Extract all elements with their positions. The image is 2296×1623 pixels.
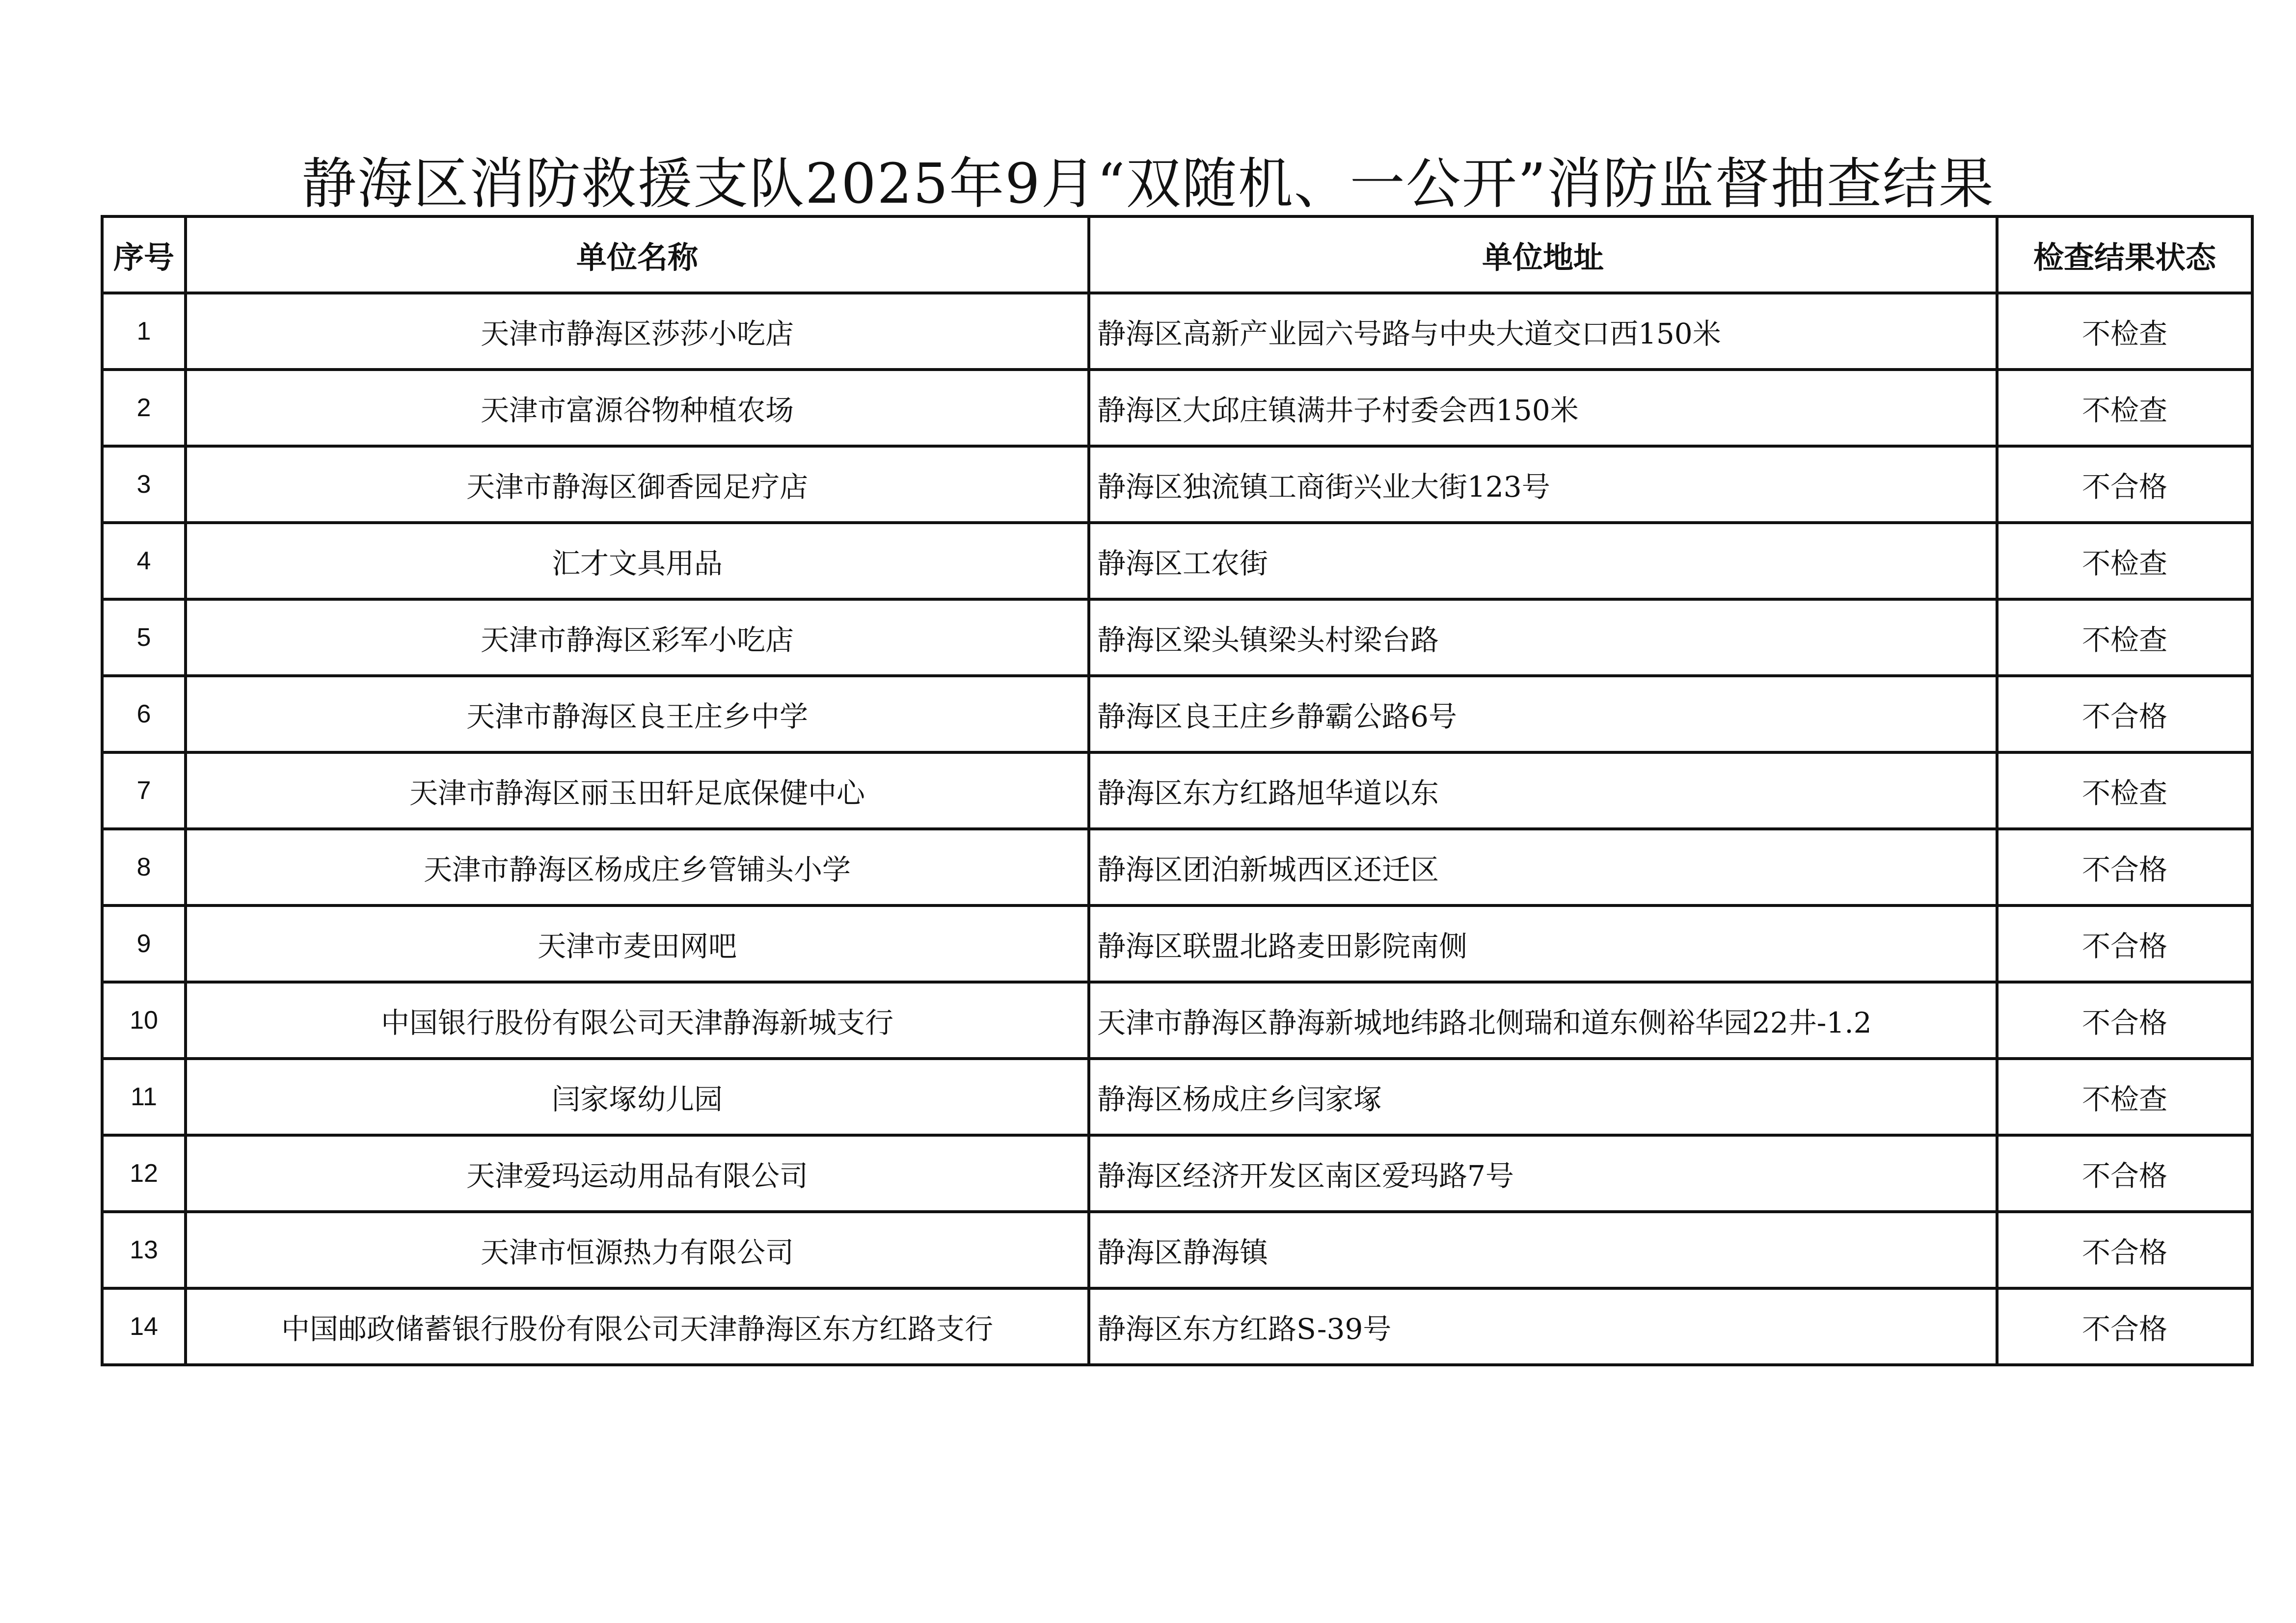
unit-address-cell: 静海区梁头镇梁头村梁台路 <box>1089 599 1997 676</box>
result-status-cell: 不检查 <box>1997 752 2252 829</box>
row-index-cell: 9 <box>102 905 186 982</box>
table-row <box>102 1288 2252 1365</box>
header-unit-address: 单位地址 <box>1089 216 1997 293</box>
result-status-cell: 不合格 <box>1997 1288 2252 1365</box>
row-index-cell: 5 <box>102 599 186 676</box>
results-table <box>101 215 2254 1366</box>
table-row <box>102 905 2252 982</box>
row-index-cell: 13 <box>102 1212 186 1288</box>
unit-name-cell: 天津市静海区彩军小吃店 <box>186 599 1089 676</box>
unit-name-cell: 中国邮政储蓄银行股份有限公司天津静海区东方红路支行 <box>186 1288 1089 1365</box>
table-row <box>102 829 2252 905</box>
unit-address-cell: 静海区东方红路S-39号 <box>1089 1288 1997 1365</box>
result-status-cell: 不合格 <box>1997 1212 2252 1288</box>
result-status-cell: 不合格 <box>1997 1135 2252 1212</box>
unit-address-cell: 天津市静海区静海新城地纬路北侧瑞和道东侧裕华园22井-1.2 <box>1089 982 1997 1059</box>
unit-address-cell: 静海区工农街 <box>1089 523 1997 599</box>
table-row <box>102 1212 2252 1288</box>
table-body <box>102 293 2252 1365</box>
row-index-cell: 6 <box>102 676 186 752</box>
table-row <box>102 293 2252 370</box>
unit-name-cell: 天津市静海区良王庄乡中学 <box>186 676 1089 752</box>
result-status-cell: 不合格 <box>1997 982 2252 1059</box>
row-index-cell: 3 <box>102 446 186 523</box>
table-row <box>102 1135 2252 1212</box>
row-index-cell: 1 <box>102 293 186 370</box>
unit-name-cell: 天津市静海区御香园足疗店 <box>186 446 1089 523</box>
unit-address-cell: 静海区独流镇工商街兴业大街123号 <box>1089 446 1997 523</box>
result-status-cell: 不合格 <box>1997 676 2252 752</box>
result-status-cell: 不检查 <box>1997 370 2252 446</box>
unit-name-cell: 天津爱玛运动用品有限公司 <box>186 1135 1089 1212</box>
unit-name-cell: 天津市静海区丽玉田轩足底保健中心 <box>186 752 1089 829</box>
table-row <box>102 982 2252 1059</box>
result-status-cell: 不检查 <box>1997 599 2252 676</box>
page-title: 静海区消防救援支队2025年9月“双随机、一公开”消防监督抽查结果 <box>301 152 1995 216</box>
row-index-cell: 12 <box>102 1135 186 1212</box>
row-index-cell: 11 <box>102 1059 186 1135</box>
row-index-cell: 2 <box>102 370 186 446</box>
result-status-cell: 不合格 <box>1997 829 2252 905</box>
table-row <box>102 370 2252 446</box>
unit-address-cell: 静海区联盟北路麦田影院南侧 <box>1089 905 1997 982</box>
row-index-cell: 14 <box>102 1288 186 1365</box>
unit-address-cell: 静海区东方红路旭华道以东 <box>1089 752 1997 829</box>
unit-name-cell: 天津市静海区莎莎小吃店 <box>186 293 1089 370</box>
unit-address-cell: 静海区静海镇 <box>1089 1212 1997 1288</box>
table-row <box>102 1059 2252 1135</box>
table-header <box>102 216 2252 293</box>
result-status-cell: 不合格 <box>1997 446 2252 523</box>
unit-address-cell: 静海区经济开发区南区爱玛路7号 <box>1089 1135 1997 1212</box>
header-unit-name: 单位名称 <box>186 216 1089 293</box>
unit-name-cell: 天津市静海区杨成庄乡管铺头小学 <box>186 829 1089 905</box>
row-index-cell: 4 <box>102 523 186 599</box>
table-row <box>102 676 2252 752</box>
unit-address-cell: 静海区团泊新城西区还迁区 <box>1089 829 1997 905</box>
row-index-cell: 8 <box>102 829 186 905</box>
unit-address-cell: 静海区良王庄乡静霸公路6号 <box>1089 676 1997 752</box>
unit-name-cell: 天津市富源谷物种植农场 <box>186 370 1089 446</box>
table-header-row <box>102 216 2252 293</box>
unit-address-cell: 静海区大邱庄镇满井子村委会西150米 <box>1089 370 1997 446</box>
unit-name-cell: 中国银行股份有限公司天津静海新城支行 <box>186 982 1089 1059</box>
unit-name-cell: 闫家塚幼儿园 <box>186 1059 1089 1135</box>
result-status-cell: 不检查 <box>1997 1059 2252 1135</box>
table-row <box>102 752 2252 829</box>
unit-address-cell: 静海区杨成庄乡闫家塚 <box>1089 1059 1997 1135</box>
unit-address-cell: 静海区高新产业园六号路与中央大道交口西150米 <box>1089 293 1997 370</box>
result-status-cell: 不检查 <box>1997 293 2252 370</box>
header-index: 序号 <box>102 216 186 293</box>
table-row <box>102 446 2252 523</box>
table-row <box>102 523 2252 599</box>
result-status-cell: 不合格 <box>1997 905 2252 982</box>
unit-name-cell: 天津市麦田网吧 <box>186 905 1089 982</box>
row-index-cell: 7 <box>102 752 186 829</box>
unit-name-cell: 汇才文具用品 <box>186 523 1089 599</box>
row-index-cell: 10 <box>102 982 186 1059</box>
result-status-cell: 不检查 <box>1997 523 2252 599</box>
header-result-status: 检查结果状态 <box>1997 216 2252 293</box>
unit-name-cell: 天津市恒源热力有限公司 <box>186 1212 1089 1288</box>
table-row <box>102 599 2252 676</box>
